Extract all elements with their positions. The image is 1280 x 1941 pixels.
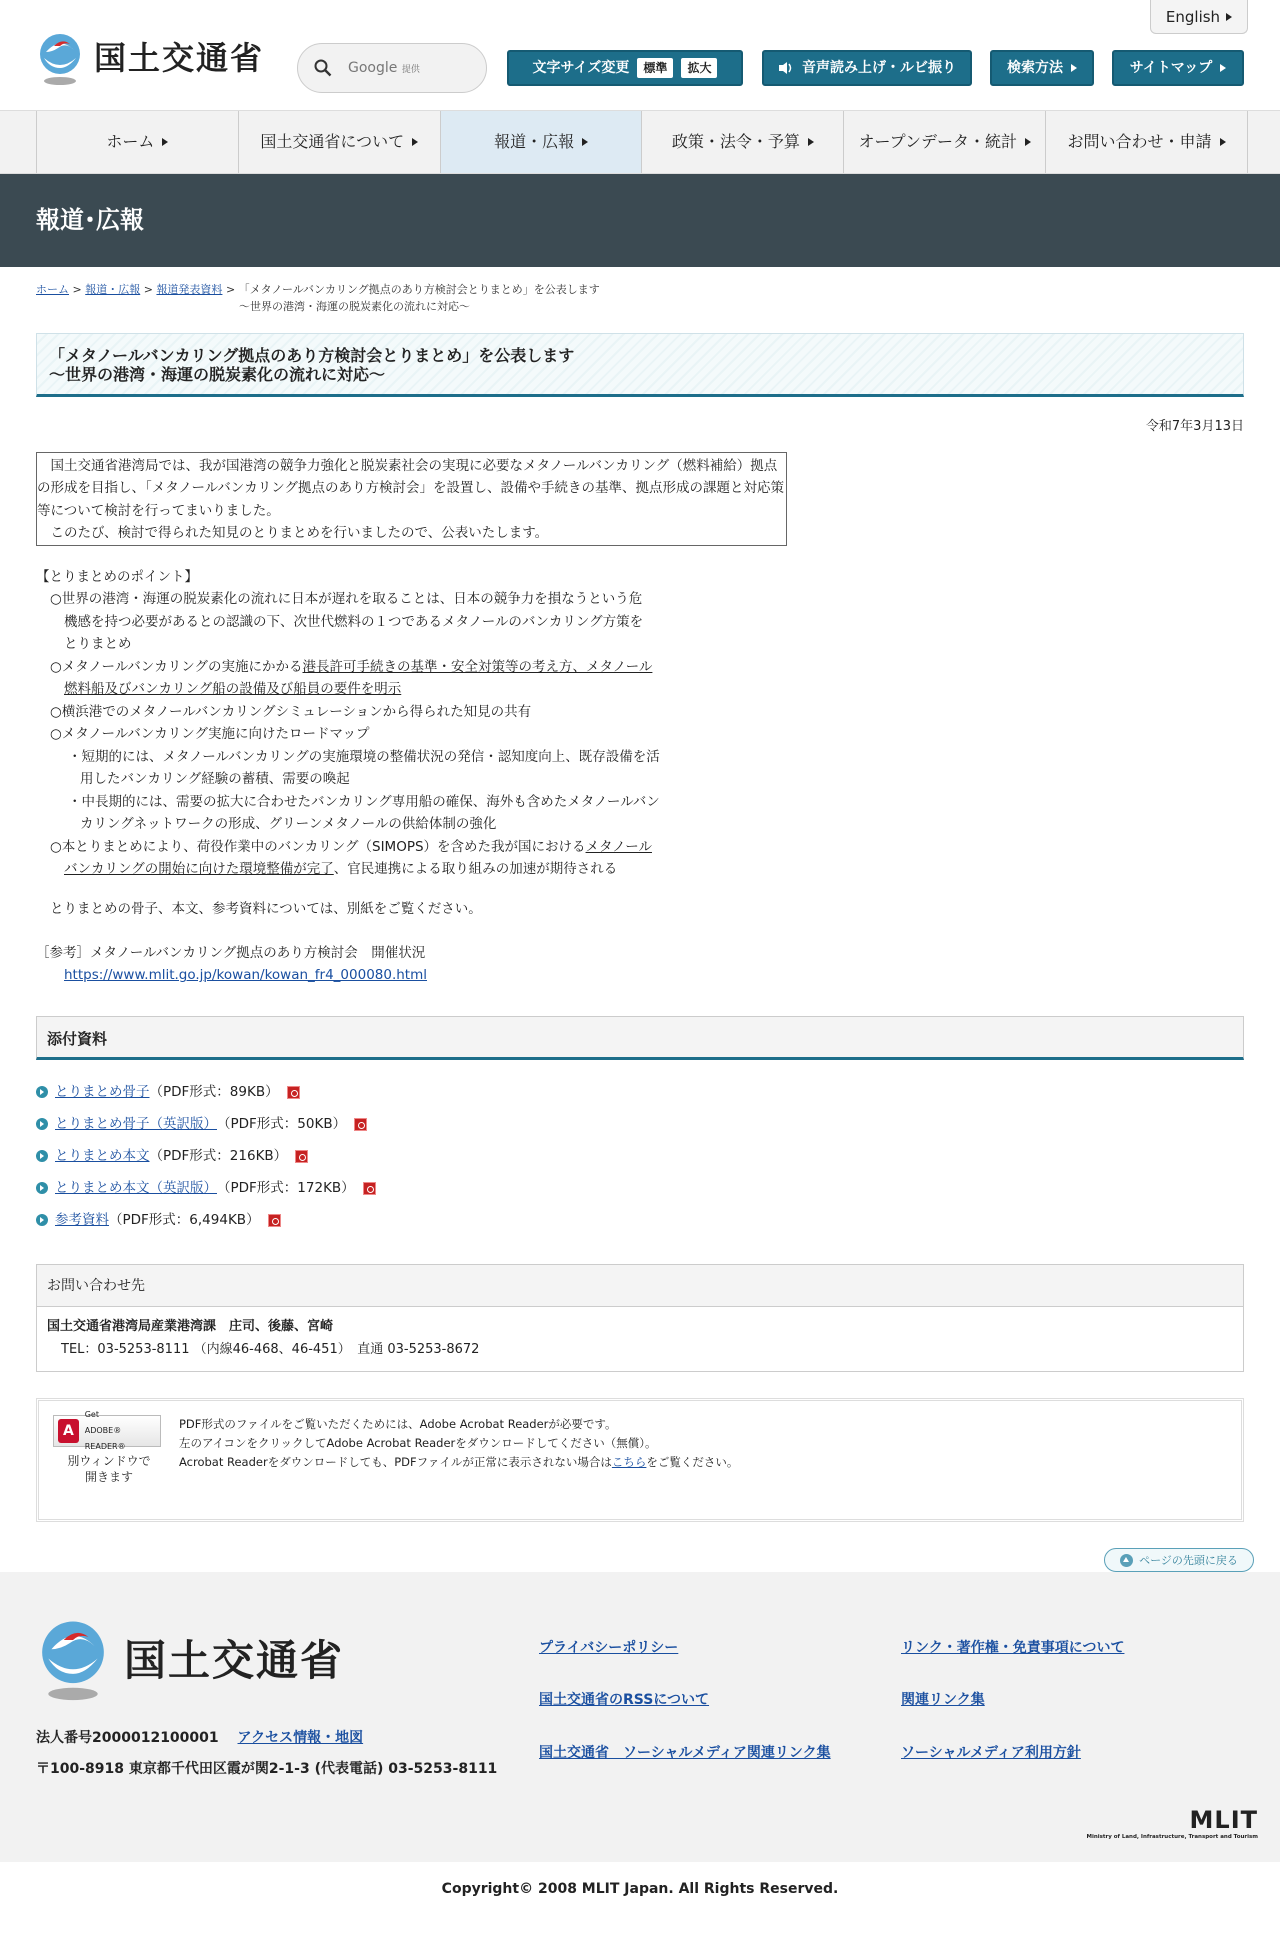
attachment-meta: （PDF形式：50KB） [217, 1115, 347, 1132]
new-window-note: 別ウィンドウで [67, 1454, 151, 1469]
footer-address: 〒100-8918 東京都千代田区霞が関2-1-3 (代表電話) 03-5253-8111 [36, 1761, 498, 1778]
sitemap-button[interactable] [1112, 50, 1244, 86]
search-box[interactable] [297, 43, 487, 93]
pdf-icon [363, 1182, 376, 1195]
footer-link-social-policy[interactable]: ソーシャルメディア利用方針 [901, 1745, 1081, 1762]
attachment-link[interactable]: とりまとめ骨子 [55, 1083, 150, 1100]
attachment-note: とりまとめの骨子、本文、参考資料については、別紙をご覧ください。 [50, 900, 482, 917]
footer-link-social[interactable]: 国土交通省 ソーシャルメディア関連リンク集 [539, 1745, 831, 1762]
mlit-logo-icon [36, 32, 84, 86]
get-label: Get [84, 1410, 99, 1420]
chevron-right-icon [162, 138, 168, 146]
intro-paragraph: このたび、検討で得られた知見のとりまとめを行いましたので、公表いたします。 [50, 525, 549, 542]
intro-paragraph: 国土交通省港湾局では、我が国港湾の競争力強化と脱炭素社会の実現に必要なメタノールバンカリング（燃料補給）拠点の形成を目指し、「メタノールバンカリング拠点のあり方検討会」を設置し、設備や手続きの基準、拠点形成の課題と対応策等について検討を行ってまいりました。 [37, 457, 784, 519]
acrobat-line-text: Acrobat Readerをダウンロードしても、PDFファイルが正常に表示されない場合は [179, 1455, 612, 1470]
new-window-note: 開きます [84, 1470, 133, 1485]
nav-home[interactable] [36, 111, 238, 173]
point-subitem: ・短期的には、メタノールバンカリングの実施環境の整備状況の発信・認知度向上、既存設備を活用したバンカリング経験の蓄積、需要の喚起 [68, 748, 660, 788]
attachments-heading: 添付資料 [36, 1016, 1244, 1060]
release-date: 令和7年3月13日 [1145, 419, 1244, 434]
point-text: ○メタノールバンカリングの実施にかかる [50, 658, 303, 675]
point-emphasis-link: メタノールバンカリングの開始に向けた環境整備が完了 [64, 838, 652, 878]
reference-label: ［参考］メタノールバンカリング拠点のあり方検討会 開催状況 [36, 945, 426, 962]
nav-label: オープンデータ・統計 [858, 132, 1017, 152]
search-input[interactable]: Google 提供 [348, 59, 420, 76]
acrobat-text [179, 1415, 738, 1505]
nav-contact[interactable] [1045, 111, 1248, 173]
breadcrumb-home[interactable]: ホーム [36, 283, 69, 296]
intro-box [36, 452, 787, 546]
contact-box [36, 1264, 1244, 1372]
get-reader-badge[interactable] [53, 1410, 165, 1505]
point-item [36, 656, 654, 701]
mlit-wordmark-sub: Ministry of Land, Infrastructure, Transport and Tourism [1086, 1834, 1258, 1841]
nav-label: ホーム [106, 132, 155, 152]
point-item: ○メタノールバンカリング実施に向けたロードマップ [50, 726, 370, 743]
page-category-band: 報道･広報 [0, 174, 1280, 267]
search-method-label: 検索方法 [1007, 59, 1063, 76]
acrobat-line: PDF形式のファイルをご覧いただくためには、Adobe Acrobat Readerが必要です。 [179, 1417, 617, 1432]
footer-link-rss[interactable]: 国土交通省のRSSについて [539, 1692, 710, 1709]
attachment-meta: （PDF形式：89KB） [149, 1083, 279, 1100]
chevron-right-icon [412, 138, 418, 146]
corp-number-text: 法人番号2000012100001 [36, 1730, 219, 1747]
reference [36, 942, 1244, 986]
arrow-bullet-icon [36, 1150, 48, 1162]
acrobat-line [179, 1453, 738, 1472]
acrobat-help-link[interactable]: こちら [611, 1455, 647, 1470]
font-size-control [507, 50, 743, 86]
nav-about[interactable] [238, 111, 440, 173]
site-footer [0, 1572, 1280, 1862]
chevron-right-icon [1220, 64, 1226, 72]
pdf-icon [268, 1214, 281, 1227]
read-aloud-label: 音声読み上げ・ルビ振り [802, 59, 956, 76]
breadcrumb-separator: > [225, 283, 236, 296]
speaker-icon [778, 61, 794, 75]
footer-link-related[interactable]: 関連リンク集 [901, 1692, 985, 1709]
arrow-up-icon [1120, 1554, 1133, 1567]
nav-opendata[interactable] [843, 111, 1045, 173]
arrow-bullet-icon [36, 1086, 48, 1098]
mlit-wordmark [1086, 1807, 1258, 1842]
summary-points [36, 566, 1244, 881]
chevron-right-icon [1220, 138, 1226, 146]
article-body [36, 452, 1244, 987]
english-button[interactable] [1150, 0, 1248, 34]
global-nav [0, 110, 1280, 174]
nav-policy[interactable] [641, 111, 843, 173]
back-to-top-row [0, 1522, 1280, 1572]
attachment-link[interactable]: とりまとめ骨子（英訳版） [55, 1115, 217, 1132]
copyright: Copyright© 2008 MLIT Japan. All Rights Reserved. [0, 1862, 1280, 1907]
attachment-item [36, 1076, 1244, 1108]
acrobat-line: 左のアイコンをクリックしてAdobe Acrobat Readerをダウンロードしてください（無償）。 [179, 1436, 657, 1451]
attachment-item [36, 1172, 1244, 1204]
title-line-2: ～世界の港湾・海運の脱炭素化の流れに対応～ [49, 365, 386, 384]
adobe-reader-label: ADOBE® READER® [84, 1426, 126, 1452]
chevron-right-icon [582, 138, 588, 146]
site-header [0, 0, 1280, 110]
point-text: ○本とりまとめにより、荷役作業中のバンカリング（SIMOPS）を含めた我が国における [50, 838, 586, 855]
contact-tel: TEL：03-5253-8111 （内線46-468、46-451） 直通 03-5253-8672 [61, 1342, 480, 1358]
sitemap-label: サイトマップ [1129, 59, 1213, 76]
footer-link-copyright[interactable]: リンク・著作権・免責事項について [901, 1640, 1125, 1657]
point-item: ○世界の港湾・海運の脱炭素化の流れに日本が遅れを取ることは、日本の競争力を損なうという危機感を持つ必要があるとの認識の下、次世代燃料の１つであるメタノールのバンカリング方策をとりまとめ [50, 591, 644, 653]
search-icon [314, 59, 332, 77]
breadcrumb-current: 「メタノールバンカリング拠点のあり方検討会とりまとめ」を公表します [238, 283, 600, 296]
nav-label: 報道・広報 [494, 132, 575, 152]
search-method-button[interactable] [990, 50, 1094, 86]
breadcrumb-separator: > [143, 283, 153, 296]
nav-label: お問い合わせ・申請 [1067, 132, 1212, 152]
breadcrumb-separator: > [72, 283, 82, 296]
page-title [36, 333, 1244, 397]
chevron-right-icon [1071, 64, 1077, 72]
point-text: 、官民連携による取り組みの加速が期待される [333, 861, 618, 878]
attachment-item [36, 1140, 1244, 1172]
acrobat-notice [36, 1398, 1244, 1522]
points-heading: 【とりまとめのポイント】 [36, 568, 198, 585]
corp-number [36, 1727, 363, 1749]
point-emphasis-link: 港長許可手続きの基準・安全対策等の考え方、メタノール燃料船及びバンカリング船の設備及び船員の要件を明示 [64, 658, 653, 698]
attachment-meta: （PDF形式：6,494KB） [109, 1211, 260, 1228]
attachment-item [36, 1108, 1244, 1140]
breadcrumb [36, 281, 1244, 315]
point-item [36, 836, 654, 881]
pdf-icon [354, 1118, 367, 1131]
nav-label: 政策・法令・予算 [671, 132, 800, 152]
arrow-bullet-icon [36, 1182, 48, 1194]
attachment-meta: （PDF形式：172KB） [217, 1179, 355, 1196]
point-subitem: ・中長期的には、需要の拡大に合わせたバンカリング専用船の確保、海外も含めたメタノールバンカリングネットワークの形成、グリーンメタノールの供給体制の強化 [68, 793, 660, 833]
attachment-meta: （PDF形式：216KB） [149, 1147, 288, 1164]
access-map-link[interactable]: アクセス情報・地図 [237, 1730, 364, 1747]
footer-link-privacy[interactable]: プライバシーポリシー [539, 1640, 679, 1657]
mlit-wordmark-text: MLIT [1189, 1806, 1258, 1835]
pdf-icon [295, 1150, 308, 1163]
acrobat-line-text: をご覧ください。 [646, 1455, 739, 1470]
english-label: English [1165, 7, 1221, 26]
font-standard-button[interactable]: 標準 [637, 58, 673, 78]
font-large-button[interactable]: 拡大 [681, 58, 717, 78]
back-to-top-button[interactable] [1104, 1548, 1254, 1572]
point-item: ○横浜港でのメタノールバンカリングシミュレーションから得られた知見の共有 [50, 703, 532, 720]
nav-label: 国土交通省について [260, 132, 405, 152]
logo-text: 国土交通省 [94, 39, 265, 78]
get-reader-button[interactable] [53, 1410, 161, 1452]
contact-body [37, 1307, 1243, 1371]
adobe-reader-icon: A [58, 1419, 79, 1443]
breadcrumb-releases[interactable]: 報道発表資料 [156, 283, 223, 296]
back-to-top-label: ページの先頭に戻る [1139, 1553, 1238, 1567]
chevron-right-icon [808, 138, 814, 146]
attachments-list [36, 1076, 1244, 1236]
title-line-1: 「メタノールバンカリング拠点のあり方検討会とりまとめ」を公表します [49, 346, 575, 365]
breadcrumb-press[interactable]: 報道・広報 [85, 283, 141, 296]
contact-org: 国土交通省港湾局産業港湾課 庄司、後藤、宮崎 [47, 1319, 334, 1335]
arrow-bullet-icon [36, 1118, 48, 1130]
attachment-link[interactable]: とりまとめ本文 [55, 1147, 150, 1164]
site-logo[interactable] [36, 32, 264, 86]
reference-link[interactable]: https://www.mlit.go.jp/kowan/kowan_fr4_000080.html [64, 967, 428, 984]
attachment-link[interactable]: 参考資料 [55, 1211, 109, 1228]
chevron-right-icon [1025, 138, 1031, 146]
pdf-icon [287, 1086, 300, 1099]
contact-heading: お問い合わせ先 [37, 1265, 1243, 1307]
attachment-item [36, 1204, 1244, 1236]
font-size-label: 文字サイズ変更 [532, 59, 630, 76]
nav-press[interactable] [440, 111, 642, 173]
mlit-logo-icon [36, 1618, 110, 1702]
footer-logo-text: 国土交通省 [124, 1635, 345, 1685]
chevron-right-icon [1226, 13, 1232, 21]
arrow-bullet-icon [36, 1214, 48, 1226]
read-aloud-button[interactable] [762, 50, 972, 86]
attachment-link[interactable]: とりまとめ本文（英訳版） [55, 1179, 217, 1196]
footer-logo[interactable] [36, 1618, 344, 1702]
breadcrumb-current-sub: ～世界の港湾・海運の脱炭素化の流れに対応～ [239, 300, 470, 313]
